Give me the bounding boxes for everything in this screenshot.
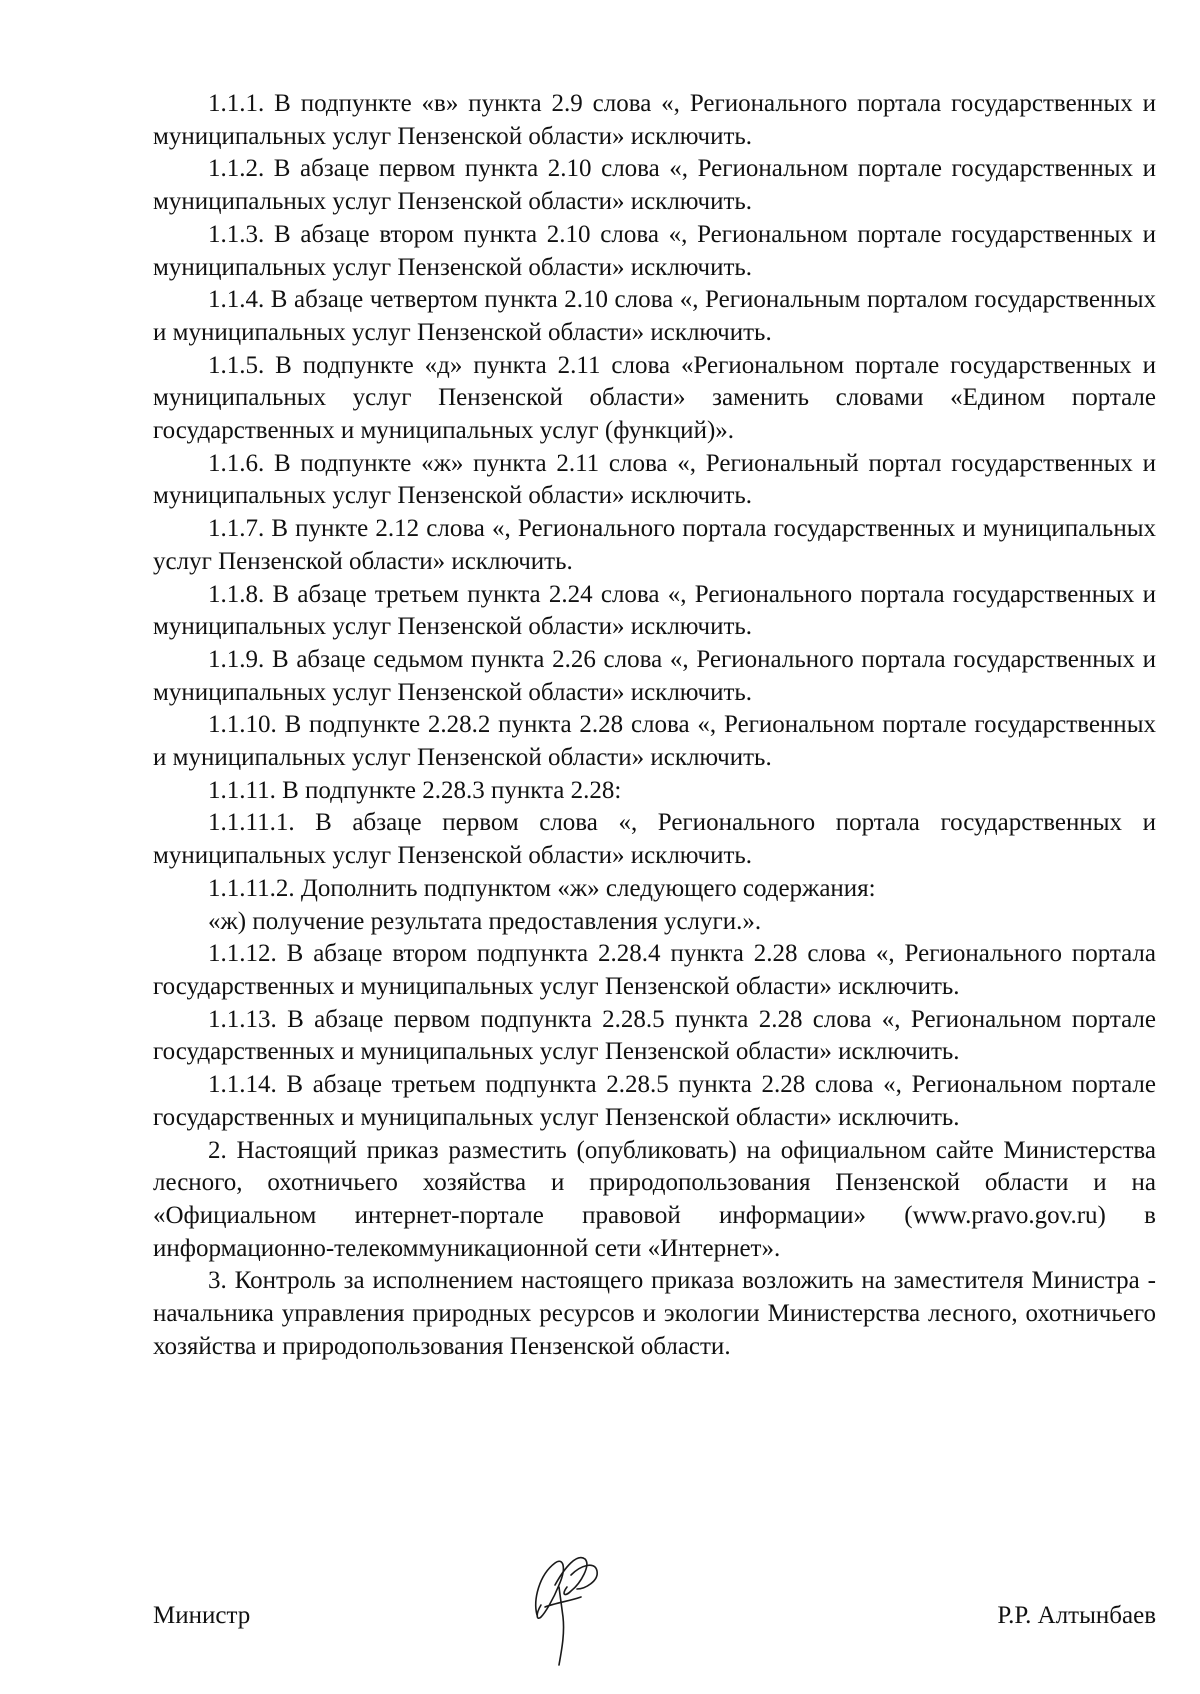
paragraph-1-1-13: 1.1.13. В абзаце первом подпункта 2.28.5 пункта 2.28 слова «, Региональном портале государственных и муниципальных услуг Пензенской области» исключить. xyxy=(153,1005,1156,1066)
paragraph-1-1-12: 1.1.12. В абзаце втором подпункта 2.28.4 пункта 2.28 слова «, Регионального портала государственных и муниципальных услуг Пензенской области» исключить. xyxy=(153,940,1156,1000)
paragraph-1-1-14: 1.1.14. В абзаце третьем подпункта 2.28.5 пункта 2.28 слова «, Региональном портале государственных и муниципальных услуг Пензенской области» исключить. xyxy=(153,1071,1156,1131)
paragraph-3: 3. Контроль за исполнением настоящего приказа возложить на заместителя Министра - начальника управления природных ресурсов и экологии Министерства лесного, охотничьего хозяйства и природопользования Пензенской области. xyxy=(153,1267,1156,1360)
signatory-name: Р.Р. Алтынбаев xyxy=(997,1602,1156,1629)
paragraph-1-1-11-2: 1.1.11.2. Дополнить подпунктом «ж» следующего содержания: xyxy=(208,874,876,902)
paragraph-1-1-1: 1.1.1. В подпункте «в» пункта 2.9 слова «, Регионального портала государственных и муниципальных услуг Пензенской области» исключить. xyxy=(153,90,1156,150)
paragraph-1-1-7: 1.1.7. В пункте 2.12 слова «, Регионального портала государственных и муниципальных услуг Пензенской области» исключить. xyxy=(153,515,1156,575)
paragraph-1-1-8: 1.1.8. В абзаце третьем пункта 2.24 слова «, Регионального портала государственных и муниципальных услуг Пензенской области» исключить. xyxy=(153,580,1156,641)
paragraph-subitem-zh: «ж) получение результата предоставления услуги.». xyxy=(208,907,762,935)
document-body xyxy=(153,88,1156,1363)
paragraph-1-1-9: 1.1.9. В абзаце седьмом пункта 2.26 слова «, Регионального портала государственных и муниципальных услуг Пензенской области» исключить. xyxy=(153,645,1156,706)
paragraph-1-1-11: 1.1.11. В подпункте 2.28.3 пункта 2.28: xyxy=(208,776,622,804)
paragraph-1-1-4: 1.1.4. В абзаце четвертом пункта 2.10 слова «, Региональным порталом государственных и муниципальных услуг Пензенской области» исключить. xyxy=(153,286,1156,346)
paragraph-1-1-5: 1.1.5. В подпункте «д» пункта 2.11 слова «Региональном портале государственных и муниципальных услуг Пензенской области» заменить словами «Едином портале государственных и муниципальных услуг (функций)». xyxy=(153,351,1156,445)
paragraph-1-1-10: 1.1.10. В подпункте 2.28.2 пункта 2.28 слова «, Региональном портале государственных и муниципальных услуг Пензенской области» исключить. xyxy=(153,711,1156,772)
signatory-title: Министр xyxy=(153,1602,251,1629)
paragraph-1-1-11-1: 1.1.11.1. В абзаце первом слова «, Регионального портала государственных и муниципальных услуг Пензенской области» исключить. xyxy=(153,809,1156,870)
paragraph-1-1-3: 1.1.3. В абзаце втором пункта 2.10 слова «, Региональном портале государственных и муниципальных услуг Пензенской области» исключить. xyxy=(153,220,1156,281)
signature-block xyxy=(153,1600,1156,1640)
paragraph-1-1-2: 1.1.2. В абзаце первом пункта 2.10 слова «, Региональном портале государственных и муниципальных услуг Пензенской области» исключить. xyxy=(153,155,1156,216)
paragraph-1-1-6: 1.1.6. В подпункте «ж» пункта 2.11 слова «, Региональный портал государственных и муниципальных услуг Пензенской области» исключить. xyxy=(153,449,1156,510)
paragraph-2: 2. Настоящий приказ разместить (опубликовать) на официальном сайте Министерства лесного, охотничьего хозяйства и природопользования Пензенской области и на «Официальном интернет-портале правовой информации» (www.pravo.gov.ru) в информационно-телекоммуникационной сети «Интернет». xyxy=(153,1136,1156,1262)
